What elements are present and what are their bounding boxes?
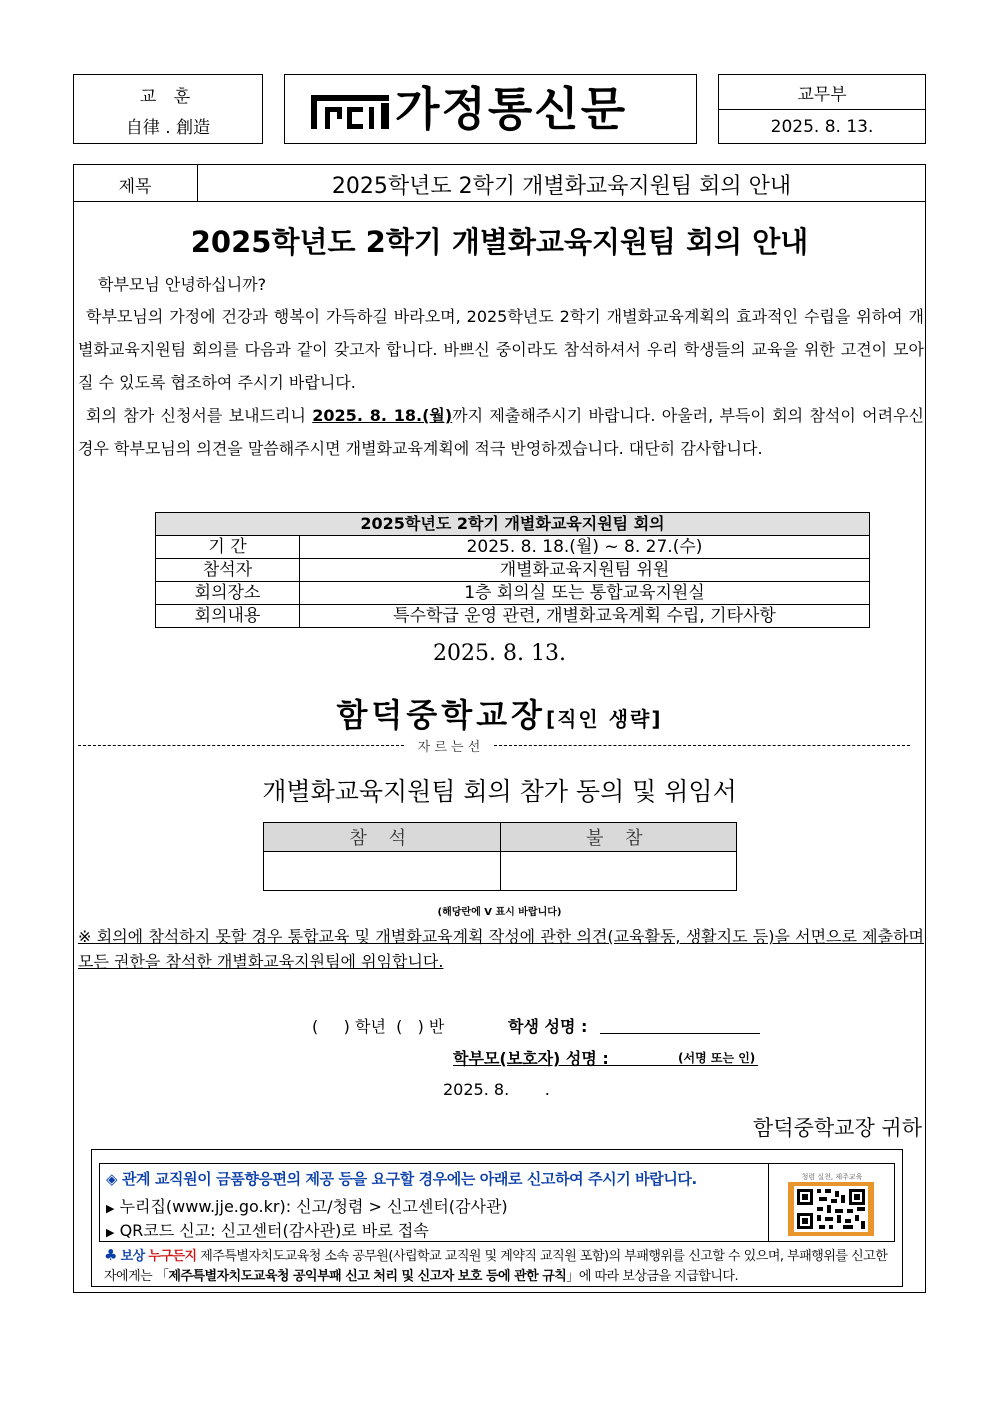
sign-note: (서명 또는 인) [678,1051,756,1065]
greeting: 학부모님 안녕하십니까? [98,275,267,294]
principal-name: 함덕중학교장 [336,696,546,734]
seal-note: [직인 생략] [545,707,663,731]
report-line-1 [106,1194,508,1217]
qr-caption: 청렴 실천, 제주교육 [801,1173,863,1181]
dept-label: 교무부 [797,85,847,105]
recipient: 함덕중학교장 귀하 [753,1116,922,1140]
table-row [156,559,870,582]
grade-class-field: ( ) 학년 ( ) 반 [312,1017,445,1036]
subject-label: 제목 [118,177,152,197]
cut-line-right [494,745,910,746]
reward-text-1: 제주특별자치도교육청 소속 공무원(사립학교 교직원 및 계약직 교직원 포함)의 부패행위를 신고할 수 있으며, 부패행위를 신고한 자에게는 「 [104,1249,888,1284]
row-value: 개별화교육지원팀 위원 [300,559,870,582]
student-name-line[interactable] [600,1033,760,1034]
paragraph-2 [78,399,924,465]
attend-check-cell[interactable] [264,852,501,891]
table-row [156,605,870,628]
row-value: 2025. 8. 18.(월) ~ 8. 27.(수) [300,536,870,559]
report-line-2-text: QR코드 신고: 신고센터(감사관)로 바로 접속 [119,1221,429,1240]
p2-after: 까지 제출해주시기 바랍니다. 아울러, 부득이 회의 참석이 어려우신 경우 학부모님의 의견을 말씀해주시면 개별화교육계획에 적극 반영하겠습니다. 대단히 감사합니다. [78,406,924,458]
title-box [284,74,697,144]
reward-notice [104,1245,894,1287]
reward-text-2: 」에 따라 보상금을 지급합니다. [566,1269,739,1284]
dept-box [718,74,926,144]
bullet-icon: ▶ [106,1202,115,1215]
paragraph-1: 학부모님의 가정에 건강과 행복이 가득하길 바라오며, 2025학년도 2학기 개별화교육계획의 효과적인 수립을 위하여 개별화교육지원팀 회의를 다음과 같이 갖고자 합니다. 바쁘신 중이라도 참석하셔서 우리 학생들의 교육을 위한 고견이 모아질 수 있도록 협조하여 주시기 바랍니다. [78,307,924,392]
subject-divider [73,201,926,202]
qr-code-icon[interactable] [788,1182,874,1236]
report-headline-text: 관계 교직원이 금품향응편의 제공 등을 요구할 경우에는 아래로 신고하여 주시기 바랍니다. [121,1170,697,1188]
table-row [156,582,870,605]
newsletter-title: 가정통신문 [395,82,628,136]
issue-date-header: 2025. 8. 13. [770,117,874,137]
report-headline [106,1168,697,1189]
cut-line-label: 자 르 는 선 [417,740,481,755]
check-note: (해당란에 V 표시 바랍니다) [437,907,562,918]
row-key: 기 간 [156,536,300,559]
p2-before: 회의 참가 신청서를 보내드리니 [86,406,313,425]
reward-label: 보상 [120,1249,145,1264]
subject-text: 2025학년도 2학기 개별화교육지원팀 회의 안내 [331,174,792,199]
cut-line-left [78,745,404,746]
attendance-table [263,822,737,891]
motto-text: 自律 . 創造 [125,118,211,138]
bullet-icon: ▶ [106,1226,115,1239]
main-title: 2025학년도 2학기 개별화교육지원팀 회의 안내 [190,225,809,259]
row-key: 참석자 [156,559,300,582]
form-date: 2025. 8. . [443,1080,550,1099]
row-value: 1층 회의실 또는 통합교육지원실 [300,582,870,605]
issue-date: 2025. 8. 13. [433,641,566,666]
row-key: 회의내용 [156,605,300,628]
student-name-label: 학생 성명 : [508,1017,588,1036]
col-attend: 참 석 [264,823,501,852]
report-line-2 [106,1218,429,1241]
table-row [156,536,870,559]
report-qr-divider [768,1163,769,1242]
signature-line [73,690,926,736]
dept-divider [719,109,925,110]
row-key: 회의장소 [156,582,300,605]
delegation-notice: ※ 회의에 참석하지 못할 경우 통합교육 및 개별화교육계획 작성에 관한 의견(교육활동, 생활지도 등)을 서면으로 제출하며 모든 권한을 참석한 개별화교육지원팀에 위임합니다. [78,927,924,971]
parent-name-label: 학부모(보호자) 성명 : [453,1049,609,1068]
club-icon: ♣ [104,1246,117,1264]
motto-box [73,74,263,144]
row-value: 특수학급 운영 관련, 개별화교육계획 수립, 기타사항 [300,605,870,628]
motto-label: 교 훈 [139,87,197,107]
diamond-icon: ◈ [106,1170,118,1188]
rok-logo-icon [309,89,393,133]
reward-rule: 제주특별자치도교육청 공익부패 신고 처리 및 신고자 보호 등에 관한 규칙 [168,1269,567,1284]
reward-anyone: 누구든지 [148,1249,197,1264]
col-absent: 불 참 [500,823,737,852]
form-title: 개별화교육지원팀 회의 참가 동의 및 위임서 [262,777,737,806]
deadline: 2025. 8. 18.(월) [312,406,453,425]
meeting-table-title: 2025학년도 2학기 개별화교육지원팀 회의 [156,513,870,536]
absent-check-cell[interactable] [500,852,737,891]
meeting-table [155,512,870,628]
report-line-1-text[interactable]: 누리집(www.jje.go.kr): 신고/청렴 > 신고센터(감사관) [119,1197,508,1216]
